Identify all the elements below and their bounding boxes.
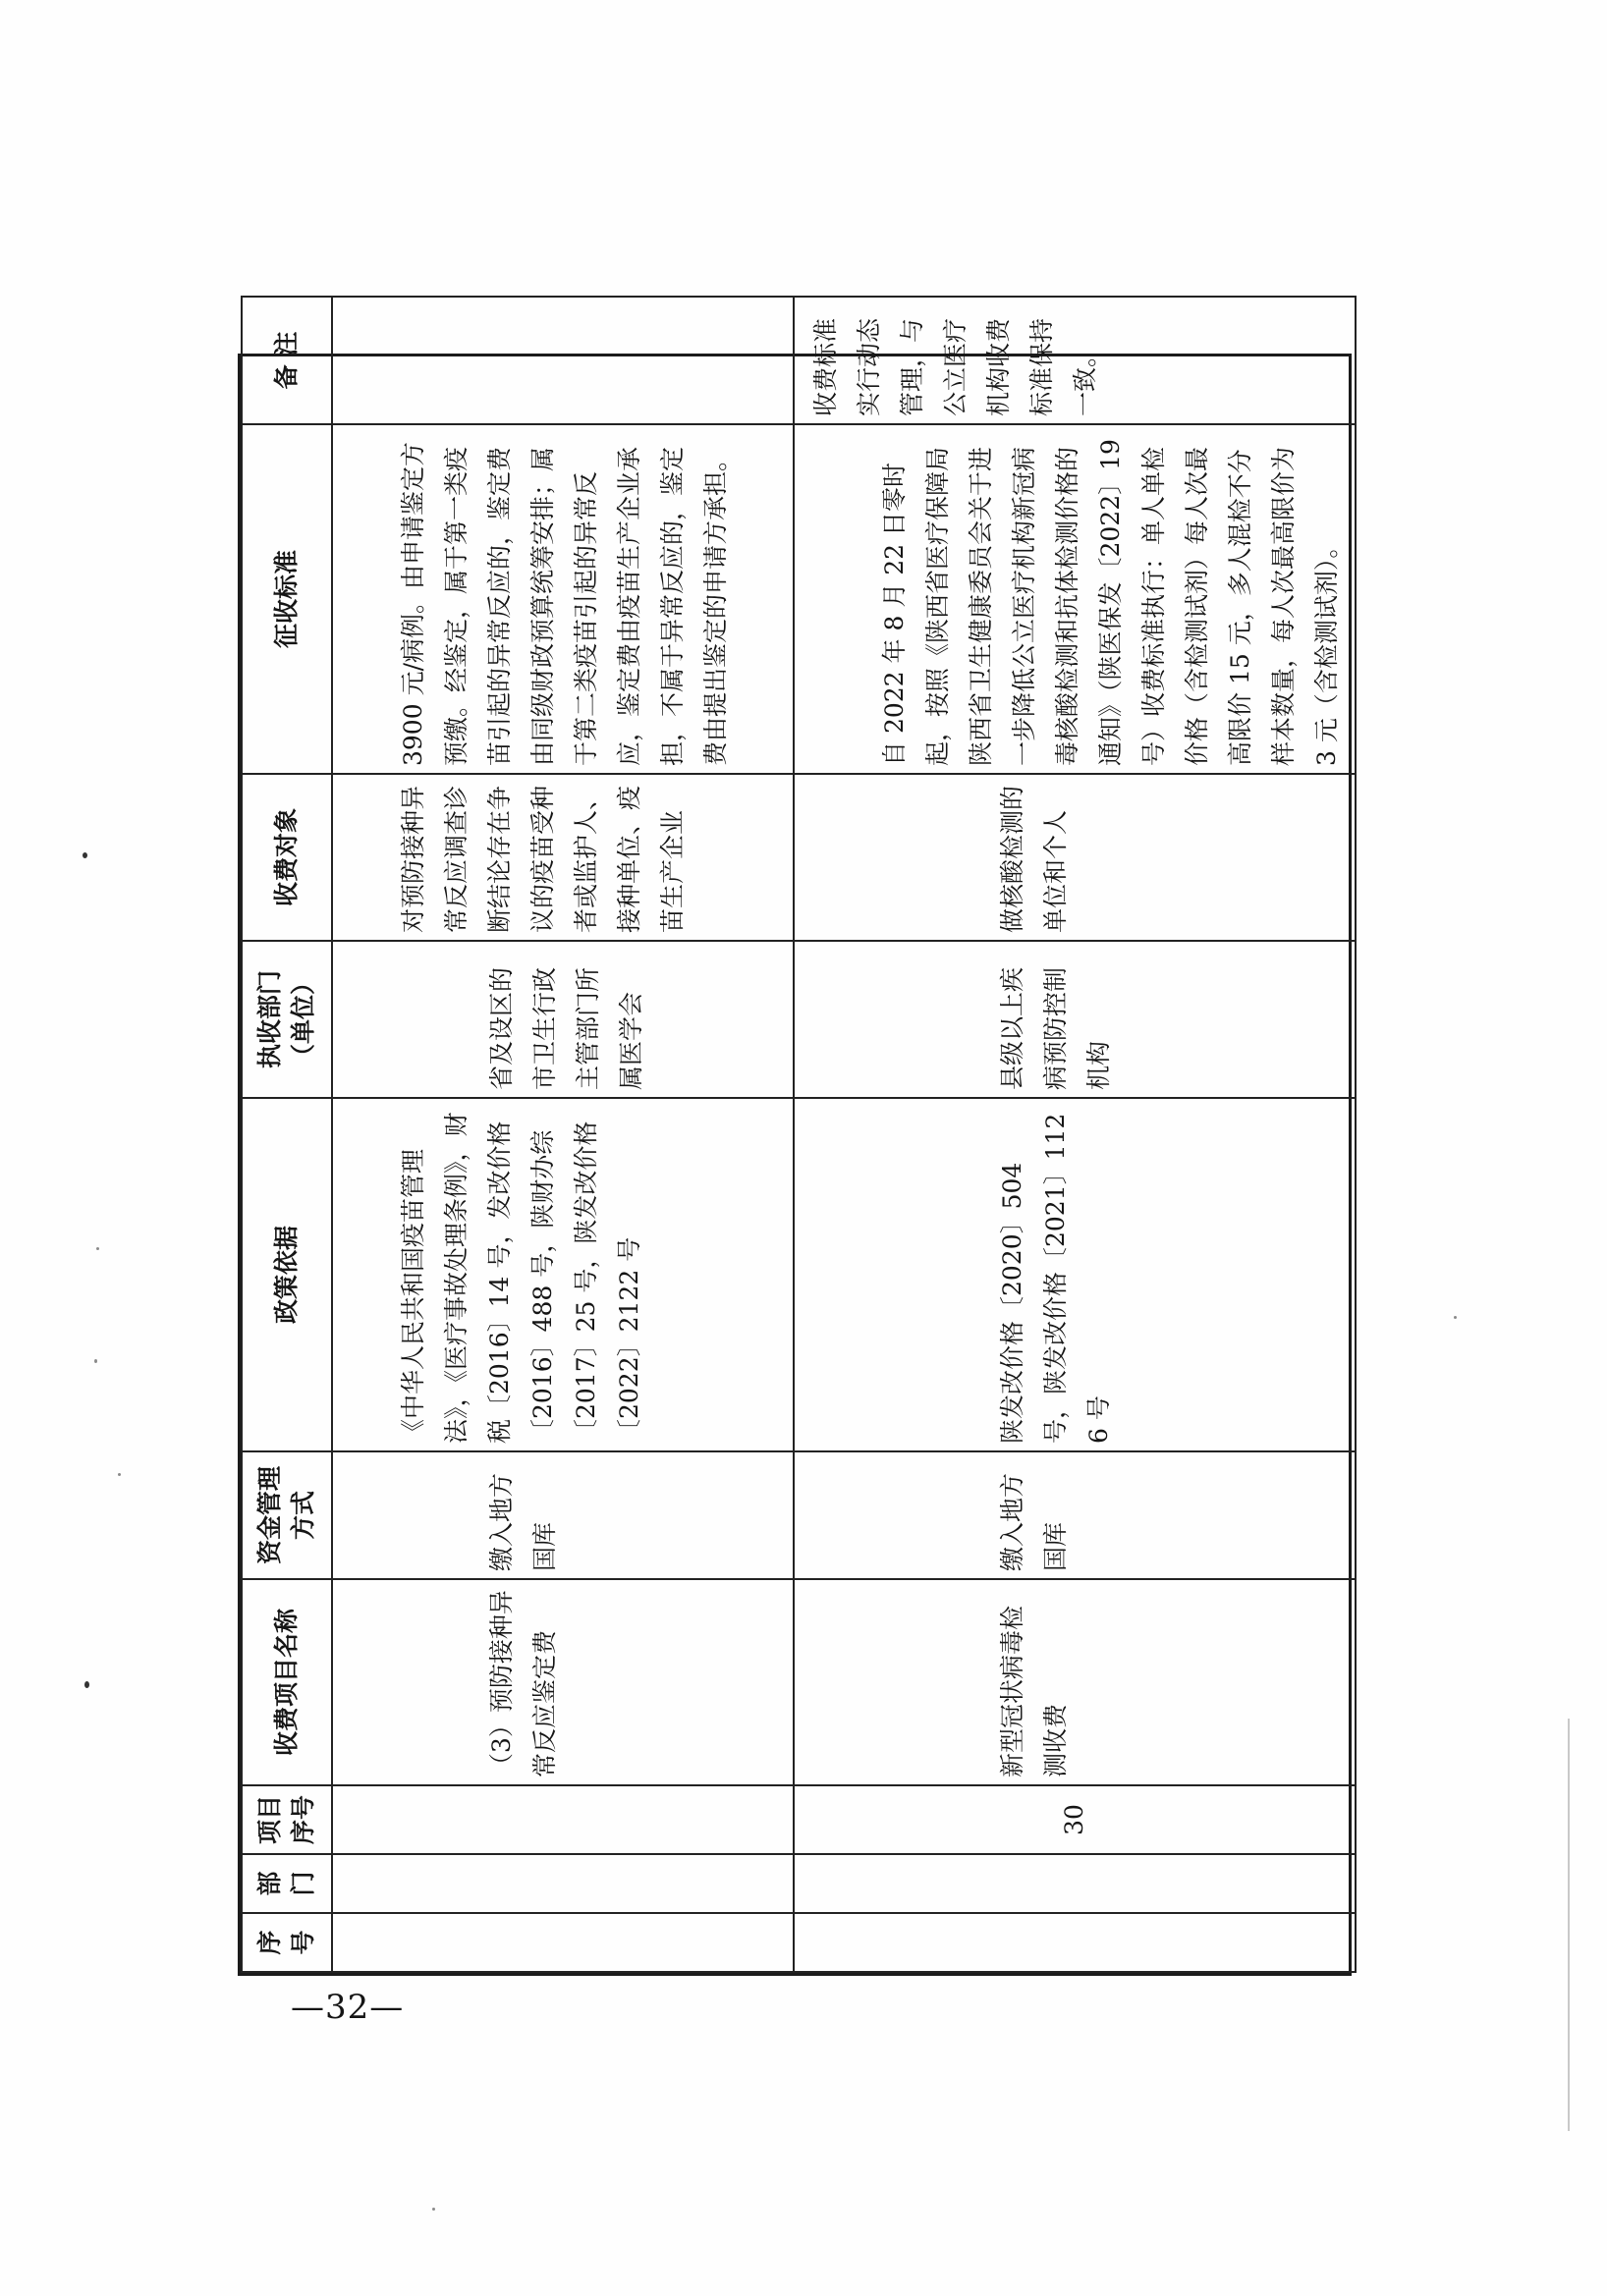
- header-seq: 序号: [242, 1913, 332, 1972]
- table-header-row: [242, 297, 332, 1972]
- fee-schedule-table: [241, 296, 1357, 1973]
- cell-dept: [794, 1854, 1356, 1913]
- scan-speck: [84, 1681, 89, 1688]
- header-standard: 征收标准: [242, 424, 332, 774]
- cell-fund-mgmt: 缴入地方国库: [332, 1451, 794, 1579]
- table-row: [794, 297, 1356, 1972]
- header-dept: 部门: [242, 1854, 332, 1913]
- cell-item-name: 新型冠状病毒检测收费: [794, 1579, 1356, 1785]
- cell-seq: [794, 1913, 1356, 1972]
- cell-standard: 自 2022 年 8 月 22 日零时起，按照《陕西省医疗保障局 陕西省卫生健康委员会关于进一步降低公立医疗机构新冠病毒核酸检测和抗体检测价格的通知》（陕医保发〔2022〕19 号）收费标准执行：单人单检价格（含检测试剂）每人次最高限价 15 元，多人混检不分样本数量，每人次最高限价为 3 元（含检测试剂）。: [794, 424, 1356, 774]
- cell-collector: 县级以上疾病预防控制机构: [794, 941, 1356, 1098]
- rotated-table-container: [241, 317, 1349, 1973]
- cell-note: [332, 297, 794, 424]
- header-note: 备 注: [242, 297, 332, 424]
- cell-target: 做核酸检测的单位和个人: [794, 774, 1356, 941]
- cell-dept: [332, 1854, 794, 1913]
- scan-speck: [118, 1473, 121, 1476]
- cell-seq: [332, 1913, 794, 1972]
- header-fund-mgmt: 资金管理方式: [242, 1451, 332, 1579]
- header-policy: 政策依据: [242, 1098, 332, 1451]
- cell-item-name: （3）预防接种异常反应鉴定费: [332, 1579, 794, 1785]
- cell-item-seq: [332, 1785, 794, 1854]
- scan-speck: [94, 1359, 97, 1363]
- header-item-name: 收费项目名称: [242, 1579, 332, 1785]
- cell-fund-mgmt: 缴入地方国库: [794, 1451, 1356, 1579]
- scan-speck: [96, 1247, 99, 1250]
- scan-speck: [83, 852, 87, 858]
- cell-policy: 陕发改价格〔2020〕504 号，陕发改价格〔2021〕1126 号: [794, 1098, 1356, 1451]
- fee-table-frame: [238, 317, 1352, 1976]
- cell-note: 收费标准实行动态管理，与公立医疗机构收费标准保持一致。: [794, 297, 1356, 424]
- page-number: —32—: [291, 1988, 405, 2027]
- cell-collector: 省及设区的市卫生行政主管部门所属医学会: [332, 941, 794, 1098]
- header-target: 收费对象: [242, 774, 332, 941]
- scan-edge-line: [1568, 1719, 1570, 2131]
- cell-item-seq: 30: [794, 1785, 1356, 1854]
- cell-standard: 3900 元/病例。由申请鉴定方预缴。经鉴定，属于第一类疫苗引起的异常反应的，鉴定费由同级财政预算统筹安排；属于第二类疫苗引起的异常反应，鉴定费由疫苗生产企业承担，不属于异常反应的，鉴定费由提出鉴定的申请方承担。: [332, 424, 794, 774]
- scan-speck: [1454, 1316, 1457, 1319]
- cell-target: 对预防接种异常反应调查诊断结论存在争议的疫苗受种者或监护人、接种单位、疫苗生产企业: [332, 774, 794, 941]
- cell-policy: 《中华人民共和国疫苗管理法》，《医疗事故处理条例》，财税〔2016〕14 号，发改价格〔2016〕488 号，陕财办综〔2017〕25 号，陕发改价格〔2022〕2122 号: [332, 1098, 794, 1451]
- header-collector: 执收部门（单位）: [242, 941, 332, 1098]
- scan-speck: [432, 2208, 435, 2211]
- header-item-seq: 项目序号: [242, 1785, 332, 1854]
- table-row: [332, 297, 794, 1972]
